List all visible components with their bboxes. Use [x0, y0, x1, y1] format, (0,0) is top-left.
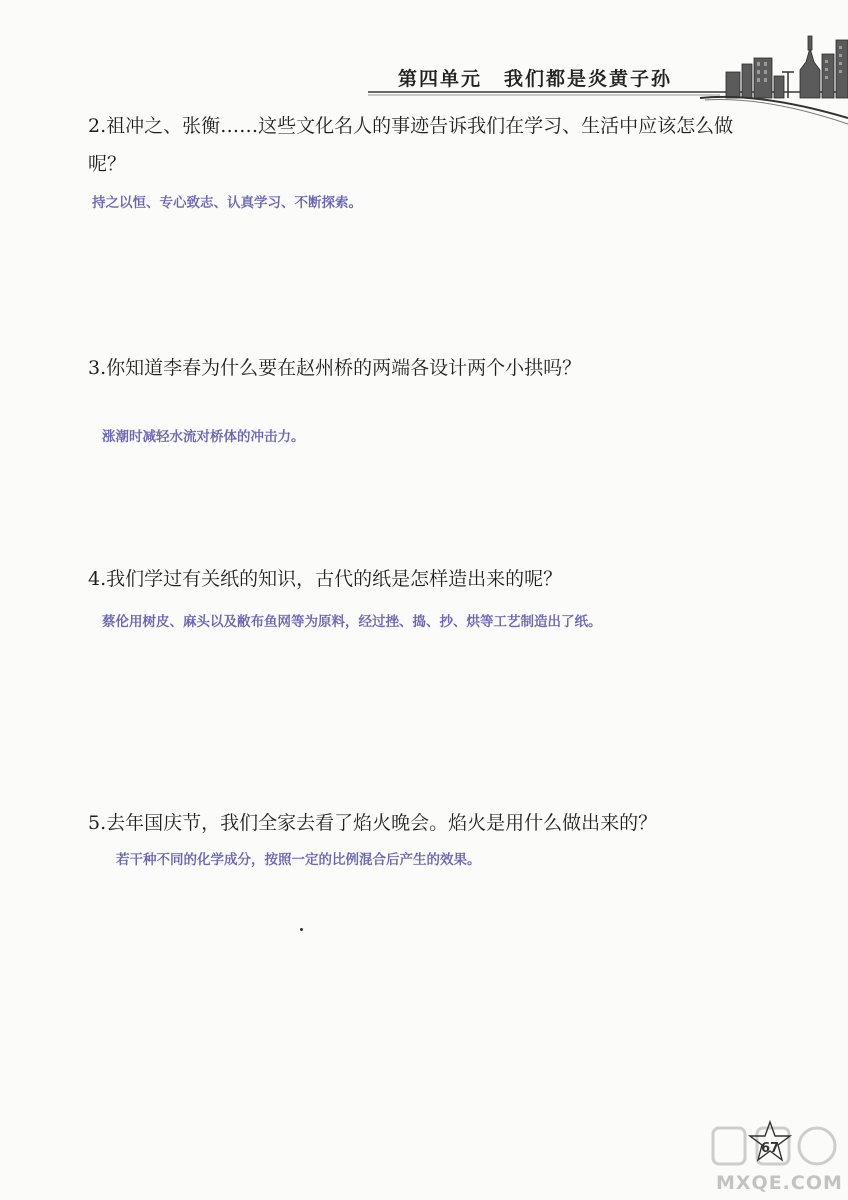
answer-5: 若干种不同的化学成分，按照一定的比例混合后产生的效果。	[116, 852, 481, 868]
unit-number: 第四单元	[398, 68, 483, 90]
question-number: 4.	[88, 568, 107, 590]
question-number: 2.	[88, 115, 107, 137]
print-speck	[300, 928, 303, 931]
question-5	[88, 806, 657, 840]
question-4	[88, 562, 562, 596]
question-text: 去年国庆节，我们全家去看了焰火晚会。焰火是用什么做出来的？	[106, 812, 658, 834]
question-text: 祖冲之、张衡……这些文化名人的事迹告诉我们在学习、生活中应该怎么做	[106, 115, 734, 137]
question-text: 我们学过有关纸的知识，古代的纸是怎样造出来的呢？	[106, 568, 563, 590]
unit-theme: 我们都是炎黄子孙	[504, 68, 673, 90]
answer-2: 持之以恒、专心致志、认真学习、不断探索。	[92, 195, 362, 211]
unit-title	[398, 64, 672, 91]
answer-4: 蔡伦用树皮、麻头以及敝布鱼网等为原料，经过挫、捣、抄、烘等工艺制造出了纸。	[102, 614, 602, 630]
question-text-continued: 呢？	[88, 153, 127, 175]
question-3	[88, 351, 581, 385]
watermark-text: MXQE.COM	[716, 1172, 843, 1194]
question-number: 3.	[88, 357, 107, 379]
answer-3: 涨潮时减轻水流对桥体的冲击力。	[102, 429, 305, 445]
question-text: 你知道李春为什么要在赵州桥的两端各设计两个小拱吗？	[106, 357, 582, 379]
question-2	[88, 109, 733, 181]
question-number: 5.	[88, 812, 107, 834]
page-number: 67	[760, 1141, 780, 1156]
